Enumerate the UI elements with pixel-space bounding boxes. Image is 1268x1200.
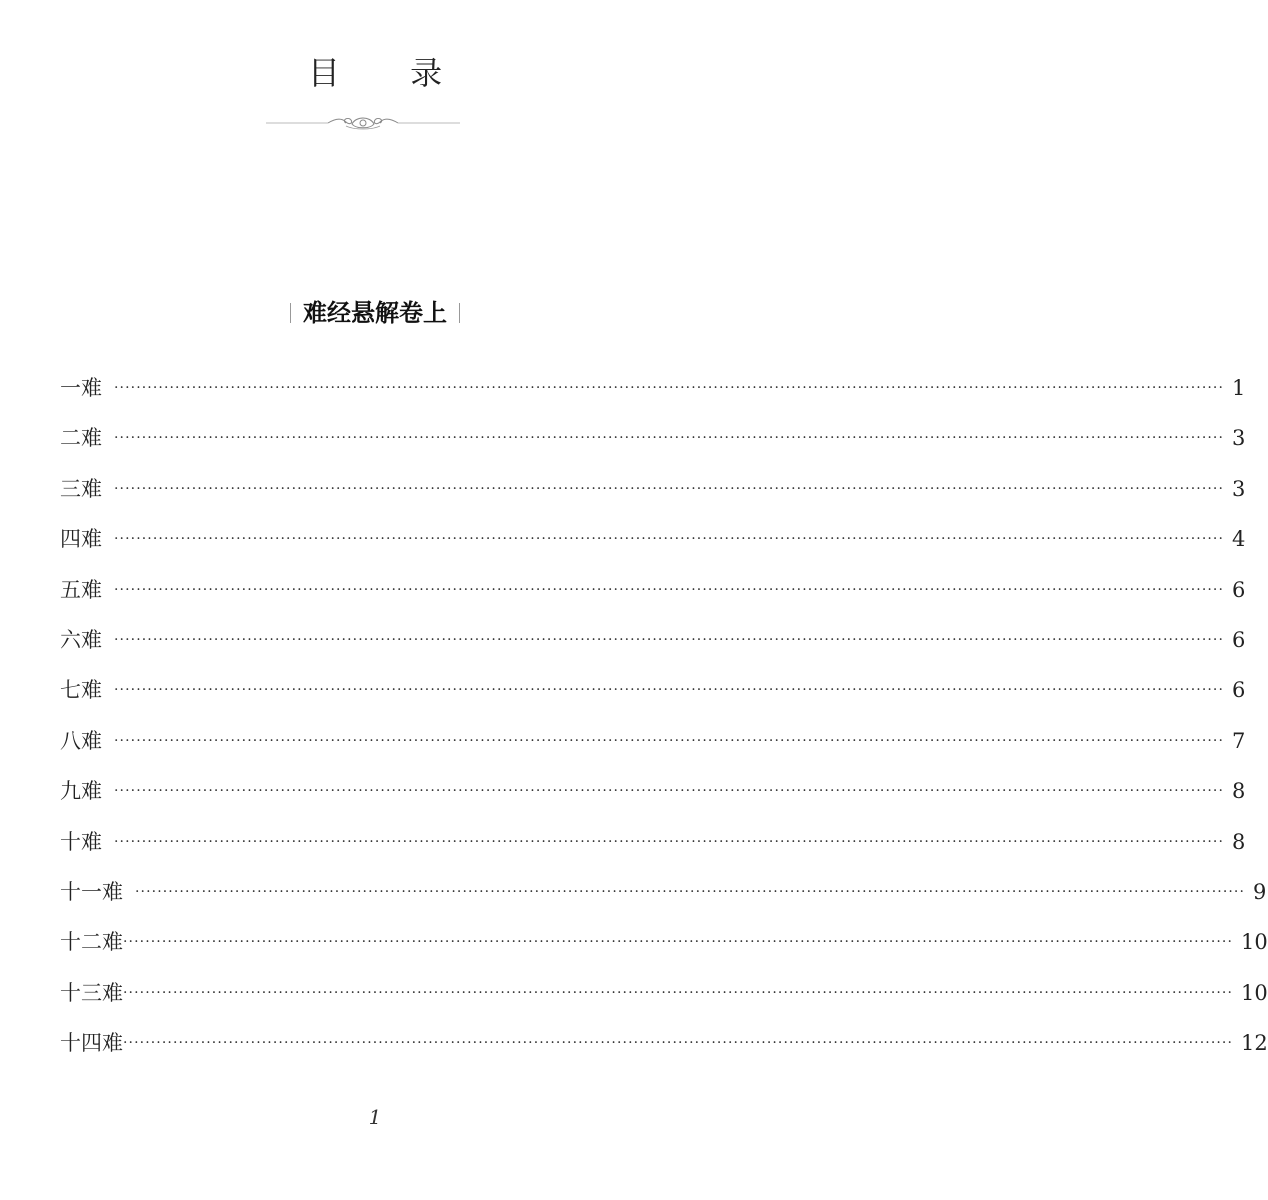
toc-entry-page: 6: [1232, 678, 1246, 703]
toc-entry-page: 9: [1253, 879, 1267, 904]
toc-entry[interactable]: [60, 672, 1246, 722]
toc-entry-label: 三难: [60, 476, 102, 501]
toc-leader-dots: ········································································································································································································: [114, 682, 1225, 699]
toc-entry[interactable]: [60, 370, 1246, 420]
heading-right-bar: [459, 303, 460, 323]
toc-entry[interactable]: [60, 773, 1246, 823]
toc-leader-dots: ········································································································································································································: [114, 631, 1225, 648]
toc-entry[interactable]: [60, 471, 1246, 521]
page-title: 目 录: [307, 54, 473, 92]
toc-entry-label: 十难: [60, 829, 102, 854]
toc-entry-page: 1: [1232, 376, 1246, 400]
toc-leader-dots: ········································································································································································································: [135, 883, 1246, 900]
toc-entry-label: 五难: [60, 577, 102, 602]
toc-leader-dots: ········································································································································································································: [114, 732, 1225, 749]
toc-entry[interactable]: [60, 572, 1246, 622]
toc-entry-page: 6: [1232, 577, 1246, 602]
toc-entry[interactable]: [60, 924, 1268, 974]
toc-entry-label: 十三难: [60, 980, 123, 1005]
toc-entry[interactable]: [60, 420, 1246, 470]
toc-leader-dots: ········································································································································································································: [123, 984, 1234, 1001]
toc-leader-dots: ········································································································································································································: [114, 480, 1225, 497]
toc-entry-label: 六难: [60, 627, 102, 652]
toc-entry-page: 10: [1241, 980, 1268, 1005]
heading-left-bar: [290, 303, 291, 323]
toc-entry-page: 8: [1232, 829, 1246, 854]
toc-entry-page: 8: [1232, 779, 1246, 804]
toc-entry-label: 一难: [60, 376, 102, 400]
toc-entry-page: 3: [1232, 426, 1246, 451]
toc-entry[interactable]: [60, 824, 1246, 874]
toc-leader-dots: ········································································································································································································: [114, 833, 1225, 850]
toc-entry-page: 4: [1232, 527, 1246, 552]
toc-entry-label: 二难: [60, 426, 102, 451]
toc-leader-dots: ········································································································································································································: [114, 531, 1225, 548]
toc-entry[interactable]: [60, 622, 1246, 672]
section-heading-text: 难经悬解卷上: [303, 298, 447, 327]
toc-leader-dots: ········································································································································································································: [114, 380, 1225, 396]
toc-entry-page: 7: [1232, 728, 1246, 753]
toc-leader-dots: ········································································································································································································: [114, 783, 1225, 800]
page-number: 1: [368, 1105, 382, 1129]
toc-entry[interactable]: [60, 975, 1268, 1025]
toc-entry-label: 十二难: [60, 930, 123, 955]
toc-leader-dots: ········································································································································································································: [123, 1035, 1234, 1052]
toc-entry-page: 6: [1232, 627, 1246, 652]
toc-entry-page: 12: [1241, 1031, 1268, 1056]
toc-entry-label: 十一难: [60, 879, 123, 904]
toc-leader-dots: ········································································································································································································: [123, 934, 1234, 951]
toc-entry[interactable]: [60, 874, 1267, 924]
title-ornament: [266, 112, 460, 134]
toc-entry[interactable]: [60, 723, 1246, 773]
toc-leader-dots: ········································································································································································································: [114, 430, 1225, 447]
toc-entry-label: 七难: [60, 678, 102, 703]
table-of-contents: [60, 370, 1268, 1075]
toc-entry-label: 四难: [60, 527, 102, 552]
toc-entry[interactable]: [60, 521, 1246, 571]
toc-entry-label: 九难: [60, 779, 102, 804]
toc-entry-page: 10: [1241, 930, 1268, 955]
toc-entry-label: 十四难: [60, 1031, 123, 1056]
toc-entry-page: 3: [1232, 476, 1246, 501]
toc-entry-label: 八难: [60, 728, 102, 753]
toc-entry[interactable]: [60, 1025, 1268, 1075]
toc-leader-dots: ········································································································································································································: [114, 581, 1225, 598]
section-heading: [0, 293, 750, 328]
